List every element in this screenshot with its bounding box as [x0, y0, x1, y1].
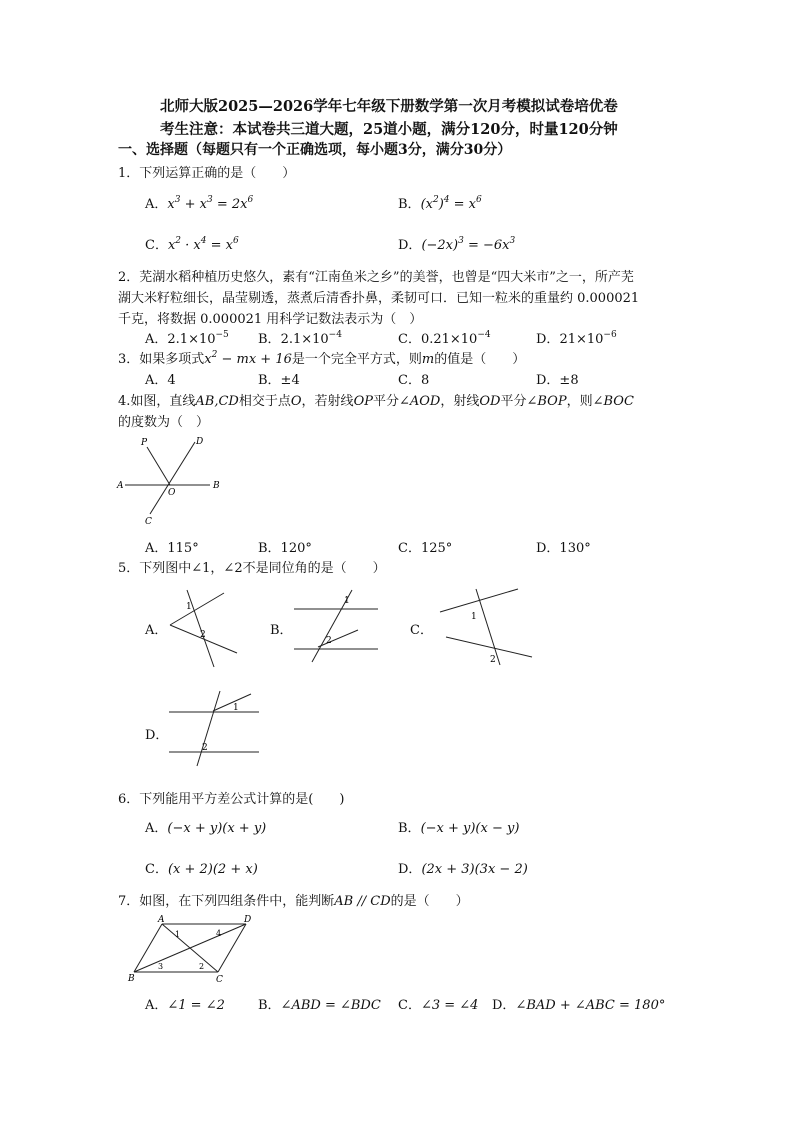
- exam-notice: 考生注意：本试卷共三道大题，25道小题，满分120分，时量120分钟: [160, 121, 618, 138]
- q3-option-a: A．4: [145, 373, 176, 388]
- q1-option-b: B．$(x^2)^4 = x^6$: [398, 195, 482, 212]
- q5-figure-c: [428, 585, 538, 670]
- svg-text:B: B: [213, 481, 220, 491]
- q2-option-a: A．$2.1\times 10^{-5}$: [145, 330, 229, 347]
- svg-text:3: 3: [158, 962, 164, 971]
- q5-figure-a: [162, 585, 247, 670]
- q3-option-c: C．8: [398, 373, 430, 388]
- svg-text:2: 2: [200, 630, 206, 640]
- q6-option-b: B．(−x + y)(x − y): [398, 821, 520, 836]
- q6-option-d: D．(2x + 3)(3x − 2): [398, 862, 528, 877]
- q2-option-c: C．$0.21\times 10^{-4}$: [398, 330, 491, 347]
- svg-text:2: 2: [199, 962, 205, 971]
- question-5-stem: 5．下列图中∠1，∠2不是同位角的是（ ）: [118, 561, 386, 576]
- q1-option-c: C．$x^2 \cdot x^4 = x^6$: [145, 236, 239, 253]
- q5-figure-d: [165, 688, 265, 768]
- q4-option-c: C．125°: [398, 541, 453, 556]
- svg-text:C: C: [145, 517, 152, 527]
- question-7-stem: 7．如图，在下列四组条件中，能判断AB // CD的是（ ）: [118, 894, 469, 909]
- q3-option-d: D．±8: [536, 373, 579, 388]
- question-2-line-3: 千克，将数据 0.000021 用科学记数法表示为（ ）: [118, 312, 423, 327]
- svg-text:D: D: [196, 437, 204, 447]
- q4-option-b: B．120°: [258, 541, 312, 556]
- q1-option-d: D．$(-2x)^3 = -6x^3$: [398, 236, 516, 253]
- svg-text:C: C: [216, 975, 223, 985]
- q2-option-b: B．$2.1\times 10^{-4}$: [258, 330, 342, 347]
- q5-figure-b: [290, 585, 385, 665]
- question-6-stem: 6．下列能用平方差公式计算的是( ): [118, 792, 345, 807]
- q1-option-a: A．$x^3 + x^3 = 2x^6$: [145, 195, 254, 212]
- svg-text:1: 1: [186, 602, 192, 612]
- svg-text:1: 1: [175, 930, 181, 939]
- q5-option-a: A．: [145, 623, 168, 638]
- svg-text:1: 1: [233, 703, 239, 713]
- q2-option-d: D．$21\times 10^{-6}$: [536, 330, 617, 347]
- exam-title: 北师大版2025—2026学年七年级下册数学第一次月考模拟试卷培优卷: [160, 98, 618, 115]
- q6-option-a: A．(−x + y)(x + y): [145, 821, 267, 836]
- svg-text:O: O: [168, 488, 176, 498]
- svg-text:2: 2: [490, 655, 496, 665]
- q4-figure: [110, 432, 240, 527]
- q4-option-d: D．130°: [536, 541, 591, 556]
- question-4-line-1: 4.如图，直线AB,CD相交于点O，若射线OP平分∠AOD，射线OD平分∠BOP，则∠BOC: [118, 394, 634, 409]
- q7-option-d: D．∠BAD + ∠ABC = 180°: [492, 998, 666, 1013]
- q4-option-a: A．115°: [145, 541, 199, 556]
- question-2-line-2: 湖大米籽粒细长，晶莹剔透，蒸煮后清香扑鼻，柔韧可口．已知一粒米的重量约 0.000021: [118, 291, 640, 306]
- q7-option-b: B．∠ABD = ∠BDC: [258, 998, 381, 1013]
- q5-option-b: B．: [270, 623, 293, 638]
- q5-option-d: D．: [145, 728, 169, 743]
- svg-text:A: A: [117, 481, 124, 491]
- svg-text:P: P: [141, 438, 148, 448]
- question-2-line-1: 2．芜湖水稻种植历史悠久，素有“江南鱼米之乡”的美誉，也曾是“四大米市”之一，所产芜: [118, 270, 634, 285]
- q7-option-a: A．∠1 = ∠2: [145, 998, 225, 1013]
- svg-text:2: 2: [202, 743, 208, 753]
- q3-option-b: B．±4: [258, 373, 300, 388]
- q6-option-c: C．(x + 2)(2 + x): [145, 862, 258, 877]
- svg-text:D: D: [244, 915, 252, 925]
- svg-text:A: A: [158, 915, 165, 925]
- q7-figure: [124, 914, 264, 986]
- q7-option-c: C．∠3 = ∠4: [398, 998, 479, 1013]
- q5-option-c: C．: [410, 623, 433, 638]
- svg-text:1: 1: [471, 612, 477, 622]
- question-4-line-2: 的度数为（ ）: [118, 415, 210, 430]
- question-3-stem: 3．如果多项式$x^2$ − mx + 16是一个完全平方式，则m的值是（ ）: [118, 350, 526, 367]
- question-1-stem: 1．下列运算正确的是（ ）: [118, 166, 296, 181]
- svg-text:B: B: [128, 974, 135, 984]
- svg-text:1: 1: [344, 596, 350, 606]
- svg-text:2: 2: [326, 636, 332, 646]
- svg-text:4: 4: [216, 929, 222, 938]
- section-heading: 一、选择题（每题只有一个正确选项，每小题3分，满分30分）: [118, 142, 512, 158]
